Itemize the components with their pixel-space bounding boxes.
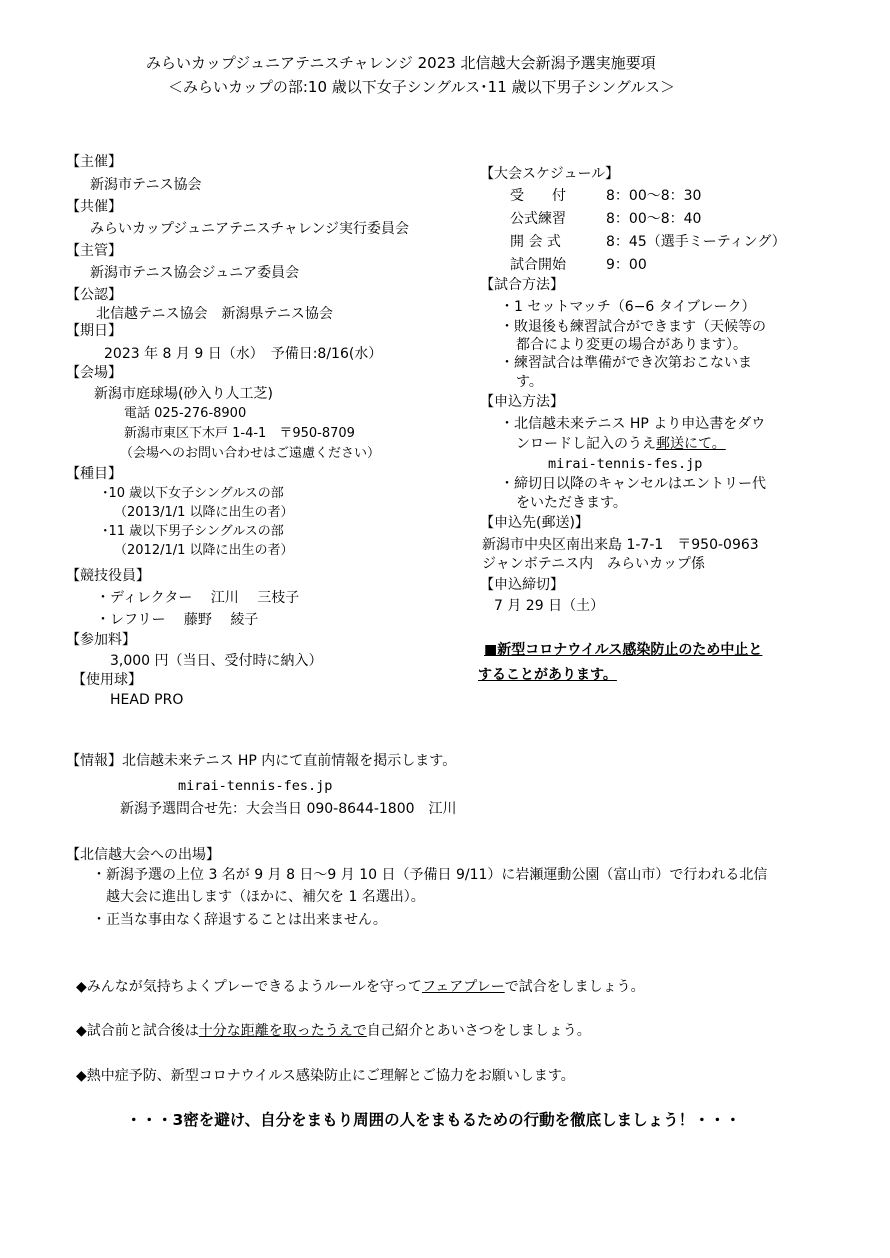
organizer-value: 新潟市テニス協会	[90, 177, 202, 193]
rule-underlined: フェアプレー	[421, 979, 505, 995]
fee-value: 3,000 円（当日、受付時に納入）	[110, 653, 323, 669]
officials-label: 【競技役員】	[66, 568, 150, 584]
schedule-row	[510, 255, 647, 275]
deadline-value: 7 月 29 日（土）	[494, 598, 605, 614]
covid-notice-cont: することがあります。	[478, 667, 617, 683]
format-line: 都合により変更の場合があります）。	[516, 337, 747, 353]
schedule-row	[510, 209, 701, 229]
final-slogan: ・・・3密を避け、自分をまもり周囲の人をまもるための行動を徹底しましょう！・・・	[126, 1111, 741, 1129]
official-director: ・ディレクター 江川 三枝子	[96, 590, 300, 606]
event-girls-note: （2013/1/1 以降に出生の者）	[114, 505, 294, 520]
management-label: 【主管】	[66, 243, 122, 259]
format-label: 【試合方法】	[480, 277, 564, 293]
venue-label: 【会場】	[66, 365, 122, 381]
apply-label: 【申込方法】	[480, 394, 564, 410]
event-girls: ･10 歳以下女子シングルスの部	[102, 486, 284, 501]
events-label: 【種目】	[66, 466, 122, 482]
rule-underlined: 十分な距離を取ったうえで	[198, 1023, 367, 1039]
schedule-row-time: 9：00	[606, 257, 647, 273]
schedule-row	[510, 186, 701, 206]
regional-line: ・新潟予選の上位 3 名が 9 月 8 日～9 月 10 日（予備日 9/11）に岩瀬運動公園（富山市）で行われる北信	[92, 867, 768, 883]
send-to-address: 新潟市中央区南出来島 1-7-1 〒950-0963	[482, 537, 759, 553]
regional-line: 越大会に進出します（ほかに、補欠を 1 名選出）。	[106, 889, 425, 905]
page-subtitle: ＜みらいカップの部:10 歳以下女子シングルス･11 歳以下男子シングルス＞	[168, 78, 675, 96]
regional-label: 【北信越大会への出場】	[66, 847, 220, 863]
management-value: 新潟市テニス協会ジュニア委員会	[90, 265, 300, 281]
ball-value: HEAD PRO	[110, 692, 184, 708]
rule-heatstroke: ◆熱中症予防、新型コロナウイルス感染防止にご理解とご協力をお願いします。	[76, 1068, 575, 1084]
apply-line	[516, 434, 726, 454]
venue-note: （会場へのお問い合わせはご遠慮ください）	[120, 446, 381, 461]
rule-text: 自己紹介とあいさつをしましょう。	[366, 1023, 591, 1039]
sanction-label: 【公認】	[66, 287, 122, 303]
rule-text: ◆みんなが気持ちよくプレーできるようルールを守って	[76, 979, 422, 995]
fee-label: 【参加料】	[66, 632, 136, 648]
covid-notice: ■新型コロナウイルス感染防止のため中止と	[484, 642, 763, 658]
schedule-row-name: 開 会 式	[510, 234, 561, 250]
rule-fairplay	[76, 977, 645, 997]
info-url: mirai-tennis-fes.jp	[178, 778, 333, 794]
event-boys-note: （2012/1/1 以降に出生の者）	[114, 543, 294, 558]
send-to-name: ジャンボテニス内 みらいカップ係	[482, 556, 706, 572]
apply-line: をいただきます。	[516, 495, 627, 511]
info-line: 【情報】北信越未来テニス HP 内にて直前情報を掲示します。	[66, 753, 457, 769]
page-title: みらいカップジュニアテニスチャレンジ 2023 北信越大会新潟予選実施要項	[146, 54, 656, 72]
date-value: 2023 年 8 月 9 日（水） 予備日:8/16(水）	[104, 346, 383, 362]
schedule-row-time: 8：00～8：40	[606, 211, 702, 227]
apply-url: mirai-tennis-fes.jp	[548, 456, 703, 472]
apply-line: ・北信越未来テニス HP より申込書をダウ	[500, 416, 766, 432]
apply-line-text: ンロードし記入のうえ	[516, 436, 656, 452]
schedule-row-name: 試合開始	[510, 257, 566, 273]
deadline-label: 【申込締切】	[480, 577, 564, 593]
schedule-row	[510, 232, 786, 252]
format-line: ・敗退後も練習試合ができます（天候等の	[500, 319, 766, 335]
schedule-label: 【大会スケジュール】	[480, 166, 620, 182]
info-contact: 新潟予選問合せ先：大会当日 090-8644-1800 江川	[120, 801, 457, 817]
schedule-row-name: 公式練習	[510, 211, 566, 227]
rule-distance	[76, 1021, 591, 1041]
send-to-label: 【申込先(郵送)】	[480, 515, 589, 531]
cosponsor-value: みらいカップジュニアテニスチャレンジ実行委員会	[90, 221, 410, 237]
format-line: す。	[516, 374, 543, 390]
schedule-row-time: 8：45（選手ミーティング）	[606, 234, 786, 250]
format-line: ・練習試合は準備ができ次第おこないま	[500, 355, 752, 371]
event-boys: ･11 歳以下男子シングルスの部	[102, 524, 284, 539]
schedule-row-time: 8：00～8：30	[606, 188, 702, 204]
date-label: 【期日】	[66, 323, 122, 339]
sanction-value: 北信越テニス協会 新潟県テニス協会	[96, 306, 333, 322]
rule-text: で試合をしましょう。	[504, 979, 645, 995]
ball-label: 【使用球】	[72, 672, 142, 688]
cosponsor-label: 【共催】	[66, 199, 122, 215]
rule-text: ◆試合前と試合後は	[76, 1023, 199, 1039]
venue-address: 新潟市東区下木戸 1-4-1 〒950-8709	[124, 426, 355, 441]
venue-name: 新潟市庭球場(砂入り人工芝)	[94, 386, 273, 402]
venue-tel: 電話 025-276-8900	[124, 406, 247, 421]
regional-line: ・正当な事由なく辞退することは出来ません。	[92, 912, 387, 928]
apply-line-underlined: 郵送にて。	[656, 436, 726, 452]
official-referee: ・レフリー 藤野 綾子	[96, 612, 259, 628]
apply-line: ・締切日以降のキャンセルはエントリー代	[500, 476, 766, 492]
format-line: ・1 セットマッチ（6−6 タイブレーク）	[500, 299, 756, 315]
schedule-row-name: 受 付	[510, 188, 566, 204]
organizer-label: 【主催】	[66, 154, 122, 170]
